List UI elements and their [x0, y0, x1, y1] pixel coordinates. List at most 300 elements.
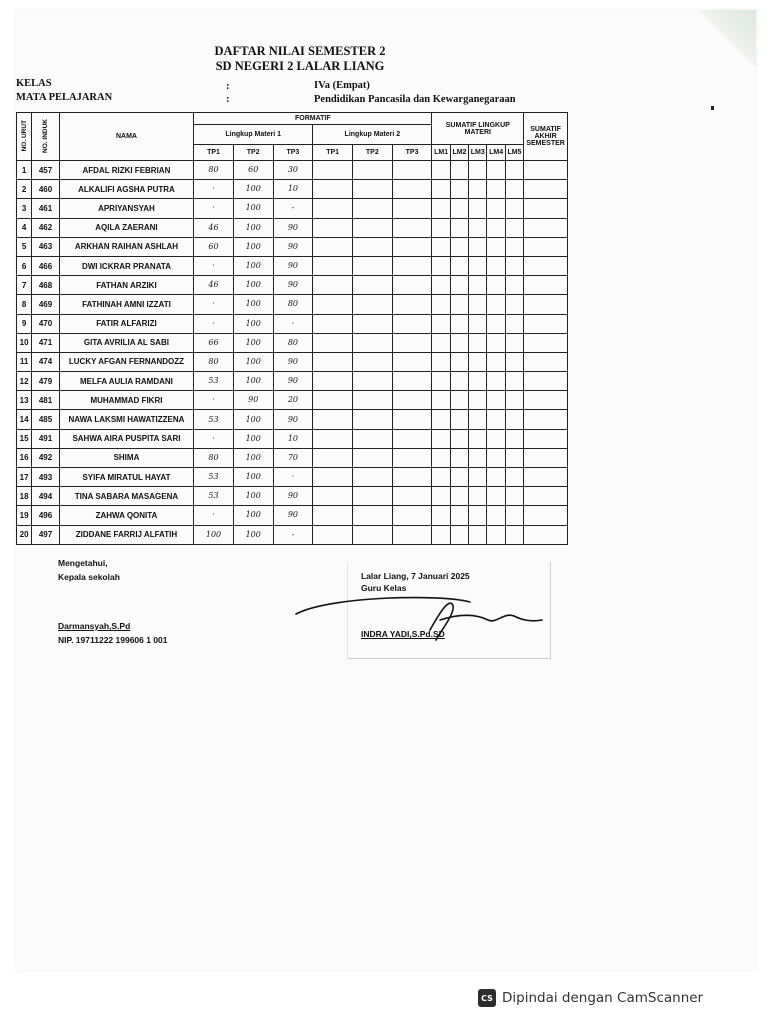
empty-score-cell: [392, 525, 432, 544]
empty-score-cell: [392, 410, 432, 429]
kelas-label: KELAS: [16, 78, 52, 89]
score-lm1-tp3: 90: [273, 256, 313, 275]
score-lm1-tp1: 46: [194, 276, 234, 295]
row-number: 12: [17, 372, 32, 391]
row-no-induk: 494: [32, 487, 59, 506]
empty-score-cell: [469, 295, 487, 314]
table-row: [17, 218, 568, 237]
header-lm2-tp2: TP2: [352, 145, 392, 161]
row-no-induk: 474: [32, 352, 59, 371]
empty-score-cell: [450, 295, 468, 314]
table-row: [17, 161, 568, 180]
empty-score-cell: [432, 180, 450, 199]
empty-score-cell: [450, 161, 468, 180]
empty-score-cell: [313, 161, 353, 180]
empty-score-cell: [505, 256, 523, 275]
header-lm3: LM3: [469, 145, 487, 161]
score-lm1-tp3: 90: [273, 410, 313, 429]
empty-score-cell: [432, 314, 450, 333]
empty-score-cell: [469, 429, 487, 448]
empty-score-cell: [352, 295, 392, 314]
empty-score-cell: [487, 333, 505, 352]
empty-score-cell: [505, 295, 523, 314]
row-number: 11: [17, 352, 32, 371]
score-lm1-tp3: 80: [273, 295, 313, 314]
empty-score-cell: [313, 295, 353, 314]
empty-score-cell: [352, 468, 392, 487]
empty-score-cell: [432, 506, 450, 525]
score-lm1-tp1: 66: [194, 333, 234, 352]
row-student-name: FATIR ALFARIZI: [59, 314, 193, 333]
empty-score-cell: [392, 352, 432, 371]
empty-score-cell: [313, 429, 353, 448]
row-no-induk: 463: [32, 237, 59, 256]
empty-score-cell: [505, 468, 523, 487]
empty-score-cell: [450, 429, 468, 448]
scan-speck: [711, 106, 714, 110]
score-lm1-tp1: ·: [194, 295, 234, 314]
row-no-induk: 468: [32, 276, 59, 295]
score-lm1-tp1: 53: [194, 410, 234, 429]
page-fold-corner: [696, 10, 756, 70]
empty-score-cell: [313, 372, 353, 391]
empty-score-cell: [505, 161, 523, 180]
empty-score-cell: [524, 256, 568, 275]
empty-score-cell: [450, 391, 468, 410]
score-lm1-tp2: 100: [233, 410, 273, 429]
empty-score-cell: [352, 352, 392, 371]
empty-score-cell: [469, 487, 487, 506]
empty-score-cell: [392, 333, 432, 352]
table-row: [17, 333, 568, 352]
score-lm1-tp2: 100: [233, 276, 273, 295]
empty-score-cell: [505, 410, 523, 429]
empty-score-cell: [313, 525, 353, 544]
empty-score-cell: [524, 391, 568, 410]
empty-score-cell: [432, 429, 450, 448]
empty-score-cell: [469, 448, 487, 467]
empty-score-cell: [524, 487, 568, 506]
empty-score-cell: [505, 180, 523, 199]
empty-score-cell: [450, 256, 468, 275]
empty-score-cell: [524, 314, 568, 333]
score-lm1-tp2: 100: [233, 448, 273, 467]
mengetahui-label: Mengetahui,: [58, 558, 108, 568]
empty-score-cell: [432, 525, 450, 544]
row-no-induk: 462: [32, 218, 59, 237]
table-row: [17, 372, 568, 391]
row-no-induk: 470: [32, 314, 59, 333]
camscanner-label: Dipindai dengan CamScanner: [502, 990, 704, 1006]
score-lm1-tp2: 100: [233, 333, 273, 352]
empty-score-cell: [469, 161, 487, 180]
score-lm1-tp1: ·: [194, 180, 234, 199]
guru-kelas-name: INDRA YADI,S.Pd.SD: [361, 629, 445, 639]
row-no-induk: 466: [32, 256, 59, 275]
mapel-label: MATA PELAJARAN: [16, 92, 113, 103]
empty-score-cell: [392, 199, 432, 218]
score-lm1-tp1: ·: [194, 429, 234, 448]
empty-score-cell: [432, 448, 450, 467]
score-lm1-tp1: 53: [194, 487, 234, 506]
empty-score-cell: [469, 468, 487, 487]
score-lm1-tp3: 90: [273, 237, 313, 256]
score-lm1-tp2: 100: [233, 295, 273, 314]
empty-score-cell: [524, 295, 568, 314]
score-lm1-tp3: 90: [273, 352, 313, 371]
score-lm1-tp2: 100: [233, 180, 273, 199]
empty-score-cell: [352, 333, 392, 352]
score-lm1-tp3: 10: [273, 429, 313, 448]
empty-score-cell: [524, 468, 568, 487]
row-no-induk: 481: [32, 391, 59, 410]
empty-score-cell: [524, 237, 568, 256]
empty-score-cell: [450, 487, 468, 506]
empty-score-cell: [469, 352, 487, 371]
score-lm1-tp2: 100: [233, 218, 273, 237]
empty-score-cell: [487, 391, 505, 410]
score-lm1-tp1: 60: [194, 237, 234, 256]
score-lm1-tp1: 53: [194, 468, 234, 487]
row-student-name: ZAHWA QONITA: [59, 506, 193, 525]
empty-score-cell: [352, 448, 392, 467]
empty-score-cell: [450, 199, 468, 218]
empty-score-cell: [313, 237, 353, 256]
table-row: [17, 237, 568, 256]
row-number: 10: [17, 333, 32, 352]
empty-score-cell: [487, 237, 505, 256]
empty-score-cell: [313, 448, 353, 467]
row-no-induk: 471: [32, 333, 59, 352]
score-lm1-tp2: 60: [233, 161, 273, 180]
empty-score-cell: [524, 161, 568, 180]
row-number: 16: [17, 448, 32, 467]
empty-score-cell: [313, 487, 353, 506]
guru-kelas-label: Guru Kelas: [361, 583, 407, 593]
score-lm1-tp3: 30: [273, 161, 313, 180]
empty-score-cell: [392, 295, 432, 314]
row-student-name: MELFA AULIA RAMDANI: [59, 372, 193, 391]
row-number: 15: [17, 429, 32, 448]
row-no-induk: 491: [32, 429, 59, 448]
row-number: 1: [17, 161, 32, 180]
score-lm1-tp1: 100: [194, 525, 234, 544]
empty-score-cell: [432, 391, 450, 410]
empty-score-cell: [313, 218, 353, 237]
empty-score-cell: [352, 372, 392, 391]
empty-score-cell: [450, 410, 468, 429]
empty-score-cell: [352, 199, 392, 218]
empty-score-cell: [469, 276, 487, 295]
kelas-colon: :: [226, 81, 230, 92]
empty-score-cell: [505, 237, 523, 256]
table-row: [17, 276, 568, 295]
table-row: [17, 448, 568, 467]
empty-score-cell: [505, 276, 523, 295]
empty-score-cell: [469, 391, 487, 410]
empty-score-cell: [432, 161, 450, 180]
row-number: 5: [17, 237, 32, 256]
score-lm1-tp3: -: [273, 525, 313, 544]
row-student-name: AFDAL RIZKI FEBRIAN: [59, 161, 193, 180]
score-lm1-tp3: ·: [273, 468, 313, 487]
row-number: 7: [17, 276, 32, 295]
header-lm2-tp1: TP1: [313, 145, 353, 161]
empty-score-cell: [524, 333, 568, 352]
empty-score-cell: [505, 525, 523, 544]
row-number: 14: [17, 410, 32, 429]
empty-score-cell: [524, 180, 568, 199]
school-name: SD NEGERI 2 LALAR LIANG: [215, 59, 385, 73]
empty-score-cell: [392, 314, 432, 333]
score-lm1-tp2: 100: [233, 199, 273, 218]
row-number: 4: [17, 218, 32, 237]
empty-score-cell: [450, 314, 468, 333]
empty-score-cell: [524, 429, 568, 448]
empty-score-cell: [392, 237, 432, 256]
empty-score-cell: [469, 237, 487, 256]
empty-score-cell: [450, 333, 468, 352]
empty-score-cell: [392, 161, 432, 180]
score-lm1-tp3: 90: [273, 218, 313, 237]
empty-score-cell: [432, 487, 450, 506]
header-lm1-tp3: TP3: [273, 145, 313, 161]
row-no-induk: 485: [32, 410, 59, 429]
score-lm1-tp3: ·: [273, 314, 313, 333]
mapel-colon: :: [226, 94, 230, 105]
header-lm5: LM5: [505, 145, 523, 161]
empty-score-cell: [487, 180, 505, 199]
table-row: [17, 352, 568, 371]
empty-score-cell: [432, 276, 450, 295]
empty-score-cell: [505, 199, 523, 218]
table-row: [17, 429, 568, 448]
empty-score-cell: [352, 161, 392, 180]
mapel-value: Pendidikan Pancasila dan Kewarganegaraan: [314, 94, 516, 105]
empty-score-cell: [524, 372, 568, 391]
empty-score-cell: [432, 218, 450, 237]
table-row: [17, 525, 568, 544]
empty-score-cell: [505, 391, 523, 410]
row-student-name: LUCKY AFGAN FERNANDOZZ: [59, 352, 193, 371]
empty-score-cell: [487, 468, 505, 487]
empty-score-cell: [432, 237, 450, 256]
table-row: [17, 468, 568, 487]
row-no-induk: 493: [32, 468, 59, 487]
empty-score-cell: [469, 199, 487, 218]
row-number: 20: [17, 525, 32, 544]
empty-score-cell: [352, 506, 392, 525]
empty-score-cell: [313, 314, 353, 333]
camscanner-watermark: [478, 985, 703, 1011]
header-lingkup-materi-2: Lingkup Materi 2: [313, 125, 432, 145]
empty-score-cell: [505, 333, 523, 352]
row-no-induk: 460: [32, 180, 59, 199]
row-student-name: MUHAMMAD FIKRI: [59, 391, 193, 410]
row-student-name: FATHAN ARZIKI: [59, 276, 193, 295]
score-lm1-tp1: ·: [194, 391, 234, 410]
row-student-name: APRIYANSYAH: [59, 199, 193, 218]
empty-score-cell: [505, 314, 523, 333]
empty-score-cell: [469, 256, 487, 275]
score-lm1-tp1: ·: [194, 506, 234, 525]
empty-score-cell: [432, 468, 450, 487]
empty-score-cell: [450, 180, 468, 199]
row-number: 3: [17, 199, 32, 218]
empty-score-cell: [524, 218, 568, 237]
empty-score-cell: [392, 372, 432, 391]
row-student-name: NAWA LAKSMI HAWATIZZENA: [59, 410, 193, 429]
empty-score-cell: [392, 276, 432, 295]
empty-score-cell: [392, 448, 432, 467]
empty-score-cell: [392, 391, 432, 410]
kepala-sekolah-name: Darmansyah,S.Pd: [58, 621, 131, 631]
row-student-name: ARKHAN RAIHAN ASHLAH: [59, 237, 193, 256]
empty-score-cell: [524, 410, 568, 429]
header-sumatif-lingkup-materi: SUMATIF LINGKUP MATERI: [432, 113, 524, 145]
empty-score-cell: [524, 352, 568, 371]
empty-score-cell: [432, 352, 450, 371]
empty-score-cell: [469, 333, 487, 352]
empty-score-cell: [313, 506, 353, 525]
kepala-sekolah-nip: NIP. 19711222 199606 1 001: [58, 635, 168, 645]
empty-score-cell: [432, 410, 450, 429]
header-no-induk: NO. INDUK: [32, 113, 59, 161]
empty-score-cell: [524, 276, 568, 295]
score-lm1-tp3: 90: [273, 372, 313, 391]
score-lm1-tp1: 53: [194, 372, 234, 391]
empty-score-cell: [313, 391, 353, 410]
header-lm4: LM4: [487, 145, 505, 161]
camscanner-logo-icon: CS: [478, 989, 496, 1007]
empty-score-cell: [313, 333, 353, 352]
empty-score-cell: [469, 218, 487, 237]
empty-score-cell: [352, 180, 392, 199]
score-lm1-tp3: 20: [273, 391, 313, 410]
score-lm1-tp2: 90: [233, 391, 273, 410]
empty-score-cell: [313, 468, 353, 487]
empty-score-cell: [392, 180, 432, 199]
row-student-name: ALKALIFI AGSHA PUTRA: [59, 180, 193, 199]
score-lm1-tp2: 100: [233, 468, 273, 487]
empty-score-cell: [450, 218, 468, 237]
table-row: [17, 410, 568, 429]
row-student-name: SHIMA: [59, 448, 193, 467]
header-lm2-tp3: TP3: [392, 145, 432, 161]
empty-score-cell: [487, 448, 505, 467]
empty-score-cell: [487, 352, 505, 371]
empty-score-cell: [524, 525, 568, 544]
score-lm1-tp3: 90: [273, 487, 313, 506]
empty-score-cell: [469, 180, 487, 199]
score-lm1-tp3: 80: [273, 333, 313, 352]
row-number: 17: [17, 468, 32, 487]
score-lm1-tp2: 100: [233, 352, 273, 371]
empty-score-cell: [505, 218, 523, 237]
empty-score-cell: [352, 276, 392, 295]
score-lm1-tp2: 100: [233, 525, 273, 544]
table-row: [17, 391, 568, 410]
row-no-induk: 469: [32, 295, 59, 314]
row-number: 19: [17, 506, 32, 525]
row-student-name: FATHINAH AMNI IZZATI: [59, 295, 193, 314]
row-no-induk: 496: [32, 506, 59, 525]
empty-score-cell: [352, 218, 392, 237]
empty-score-cell: [352, 314, 392, 333]
empty-score-cell: [524, 506, 568, 525]
row-student-name: DWI ICKRAR PRANATA: [59, 256, 193, 275]
empty-score-cell: [505, 448, 523, 467]
empty-score-cell: [432, 333, 450, 352]
header-lingkup-materi-1: Lingkup Materi 1: [194, 125, 313, 145]
empty-score-cell: [524, 448, 568, 467]
grade-table: [16, 112, 568, 545]
row-number: 18: [17, 487, 32, 506]
row-student-name: SYIFA MIRATUL HAYAT: [59, 468, 193, 487]
empty-score-cell: [352, 525, 392, 544]
table-row: [17, 199, 568, 218]
empty-score-cell: [469, 525, 487, 544]
empty-score-cell: [487, 199, 505, 218]
empty-score-cell: [450, 237, 468, 256]
empty-score-cell: [313, 180, 353, 199]
header-nama: NAMA: [59, 113, 193, 161]
score-lm1-tp1: 46: [194, 218, 234, 237]
empty-score-cell: [487, 525, 505, 544]
score-lm1-tp2: 100: [233, 314, 273, 333]
empty-score-cell: [450, 525, 468, 544]
empty-score-cell: [352, 237, 392, 256]
score-lm1-tp2: 100: [233, 372, 273, 391]
row-number: 13: [17, 391, 32, 410]
row-number: 9: [17, 314, 32, 333]
empty-score-cell: [352, 429, 392, 448]
empty-score-cell: [352, 487, 392, 506]
score-lm1-tp1: 80: [194, 352, 234, 371]
row-student-name: GITA AVRILIA AL SABI: [59, 333, 193, 352]
empty-score-cell: [352, 410, 392, 429]
empty-score-cell: [469, 506, 487, 525]
empty-score-cell: [392, 218, 432, 237]
empty-score-cell: [487, 429, 505, 448]
empty-score-cell: [487, 314, 505, 333]
empty-score-cell: [505, 506, 523, 525]
table-row: [17, 506, 568, 525]
empty-score-cell: [313, 352, 353, 371]
row-student-name: SAHWA AIRA PUSPITA SARI: [59, 429, 193, 448]
empty-score-cell: [432, 295, 450, 314]
empty-score-cell: [313, 276, 353, 295]
empty-score-cell: [450, 276, 468, 295]
empty-score-cell: [487, 218, 505, 237]
score-lm1-tp2: 100: [233, 256, 273, 275]
score-lm1-tp3: 90: [273, 276, 313, 295]
row-number: 2: [17, 180, 32, 199]
empty-score-cell: [505, 429, 523, 448]
empty-score-cell: [352, 256, 392, 275]
empty-score-cell: [392, 256, 432, 275]
header-lm2: LM2: [450, 145, 468, 161]
empty-score-cell: [505, 352, 523, 371]
empty-score-cell: [469, 372, 487, 391]
row-student-name: AQILA ZAERANI: [59, 218, 193, 237]
table-row: [17, 256, 568, 275]
row-student-name: TINA SABARA MASAGENA: [59, 487, 193, 506]
header-lm1-tp2: TP2: [233, 145, 273, 161]
score-lm1-tp1: ·: [194, 199, 234, 218]
row-number: 8: [17, 295, 32, 314]
empty-score-cell: [487, 295, 505, 314]
